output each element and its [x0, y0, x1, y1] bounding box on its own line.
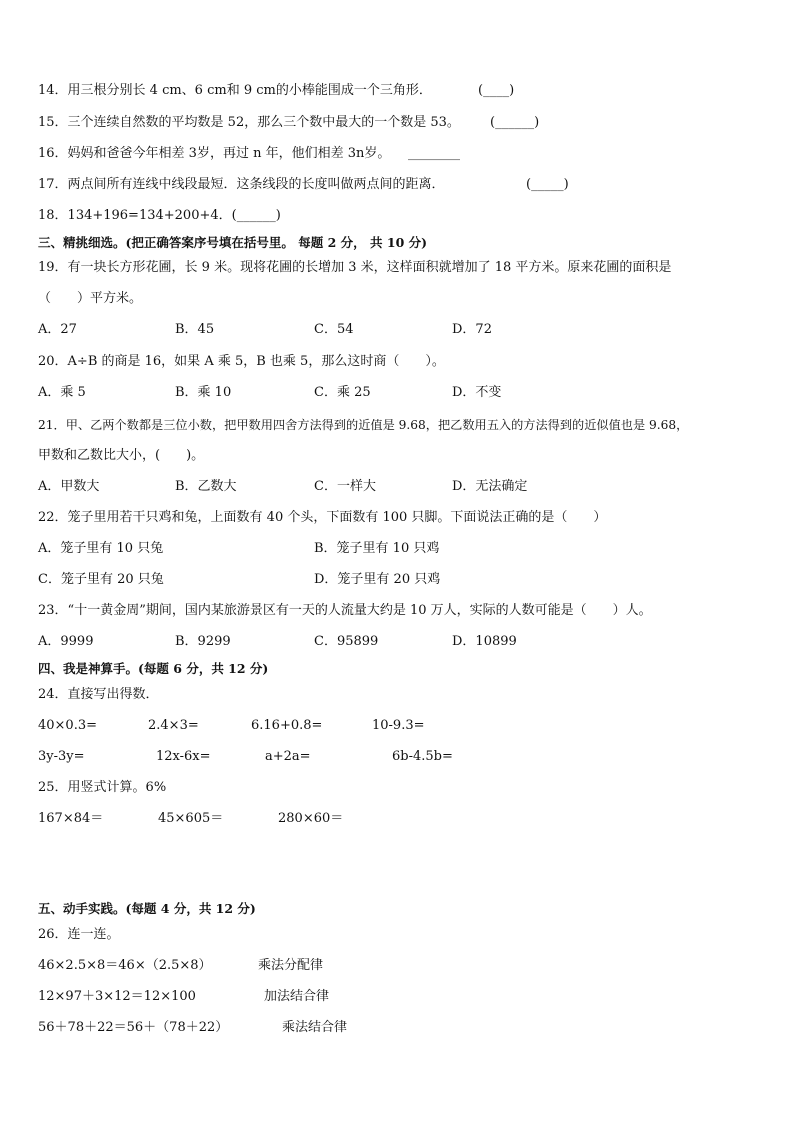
calc-item: 45×605＝ — [158, 811, 224, 826]
question-text: 14．用三根分别长 4 cm、6 cm和 9 cm的小棒能围成一个三角形． — [38, 83, 432, 98]
match-right-item[interactable]: 加法结合律 — [264, 989, 330, 1004]
option-d[interactable]: D．10899 — [452, 634, 517, 649]
calc-item: 167×84＝ — [38, 811, 104, 826]
answer-blank[interactable]: (_____) — [526, 177, 569, 192]
question-text: 17．两点间所有连线中线段最短．这条线段的长度叫做两点间的距离． — [38, 177, 445, 192]
option-b[interactable]: B．笼子里有 10 只鸡 — [314, 541, 440, 556]
question-17 — [38, 176, 445, 194]
calc-item: 3y-3y= — [38, 749, 85, 764]
question-text: 15．三个连续自然数的平均数是 52，那么三个数中最大的一个数是 53。 — [38, 115, 460, 130]
question-21-line2: 甲数和乙数比大小，( )。 — [38, 448, 205, 463]
section-5-heading: 五、动手实践。(每题 4 分，共 12 分) — [38, 901, 256, 916]
match-left-item[interactable]: 46×2.5×8＝46×（2.5×8） — [38, 958, 212, 973]
question-18: 18．134+196=134+200+4．(______) — [38, 208, 281, 223]
question-20: 20．A÷B 的商是 16，如果 A 乘 5，B 也乘 5，那么这时商（ ）。 — [38, 354, 445, 369]
option-c[interactable]: C．一样大 — [314, 479, 376, 494]
calc-item: 6.16+0.8= — [251, 718, 323, 733]
match-right-item[interactable]: 乘法分配律 — [258, 958, 324, 973]
calc-item: 2.4×3= — [148, 718, 199, 733]
question-14 — [38, 82, 432, 100]
option-d[interactable]: D．不变 — [452, 385, 502, 400]
question-19-line2: （ ）平方米。 — [38, 291, 143, 306]
option-a[interactable]: A．27 — [38, 322, 77, 337]
question-23: 23．“十一黄金周”期间，国内某旅游景区有一天的人流量大约是 10 万人，实际的人数可能是（ ）人。 — [38, 603, 652, 618]
question-21-line1: 21．甲、乙两个数都是三位小数，把甲数用四舍方法得到的近值是 9.68，把乙数用五入的方法得到的近似值也是 9.68， — [38, 418, 689, 432]
option-a[interactable]: A．乘 5 — [38, 385, 86, 400]
question-22: 22．笼子里用若干只鸡和兔，上面数有 40 个头，下面数有 100 只脚。下面说法正确的是（ ） — [38, 510, 607, 525]
calc-item: 6b-4.5b= — [392, 749, 453, 764]
section-3-heading: 三、精挑细选。(把正确答案序号填在括号里。 每题 2 分， 共 10 分) — [38, 235, 428, 250]
option-b[interactable]: B．乙数大 — [175, 479, 237, 494]
answer-blank[interactable]: (____) — [478, 83, 515, 98]
question-25: 25．用竖式计算。6% — [38, 780, 167, 795]
option-c[interactable]: C．乘 25 — [314, 385, 371, 400]
option-c[interactable]: C．54 — [314, 322, 354, 337]
option-c[interactable]: C．笼子里有 20 只兔 — [38, 572, 164, 587]
section-4-heading: 四、我是神算手。(每题 6 分，共 12 分) — [38, 661, 269, 676]
answer-blank[interactable]: (______) — [490, 115, 540, 130]
calc-item: 12x-6x= — [156, 749, 211, 764]
question-16 — [38, 145, 390, 163]
option-d[interactable]: D．笼子里有 20 只鸡 — [314, 572, 441, 587]
calc-item: 40×0.3= — [38, 718, 98, 733]
option-a[interactable]: A．笼子里有 10 只兔 — [38, 541, 164, 556]
option-b[interactable]: B．乘 10 — [175, 385, 232, 400]
match-left-item[interactable]: 56＋78＋22＝56＋（78＋22） — [38, 1020, 229, 1035]
question-text: 16．妈妈和爸爸今年相差 3岁，再过 n 年，他们相差 3n岁。 — [38, 146, 391, 161]
option-b[interactable]: B．9299 — [175, 634, 231, 649]
calc-item: 280×60＝ — [278, 811, 344, 826]
question-24: 24．直接写出得数． — [38, 687, 159, 702]
option-a[interactable]: A．甲数大 — [38, 479, 100, 494]
option-a[interactable]: A．9999 — [38, 634, 94, 649]
option-b[interactable]: B．45 — [175, 322, 215, 337]
question-15 — [38, 114, 460, 132]
option-d[interactable]: D．无法确定 — [452, 479, 528, 494]
answer-blank[interactable]: ________ — [408, 146, 460, 161]
match-right-item[interactable]: 乘法结合律 — [282, 1020, 348, 1035]
question-26: 26．连一连。 — [38, 927, 120, 942]
option-d[interactable]: D．72 — [452, 322, 492, 337]
question-19-line1: 19．有一块长方形花圃，长 9 米。现将花圃的长增加 3 米，这样面积就增加了 18 平方米。原来花圃的面积是 — [38, 260, 672, 275]
option-c[interactable]: C．95899 — [314, 634, 379, 649]
calc-item: 10-9.3= — [372, 718, 425, 733]
match-left-item[interactable]: 12×97＋3×12＝12×100 — [38, 989, 196, 1004]
calc-item: a+2a= — [265, 749, 311, 764]
